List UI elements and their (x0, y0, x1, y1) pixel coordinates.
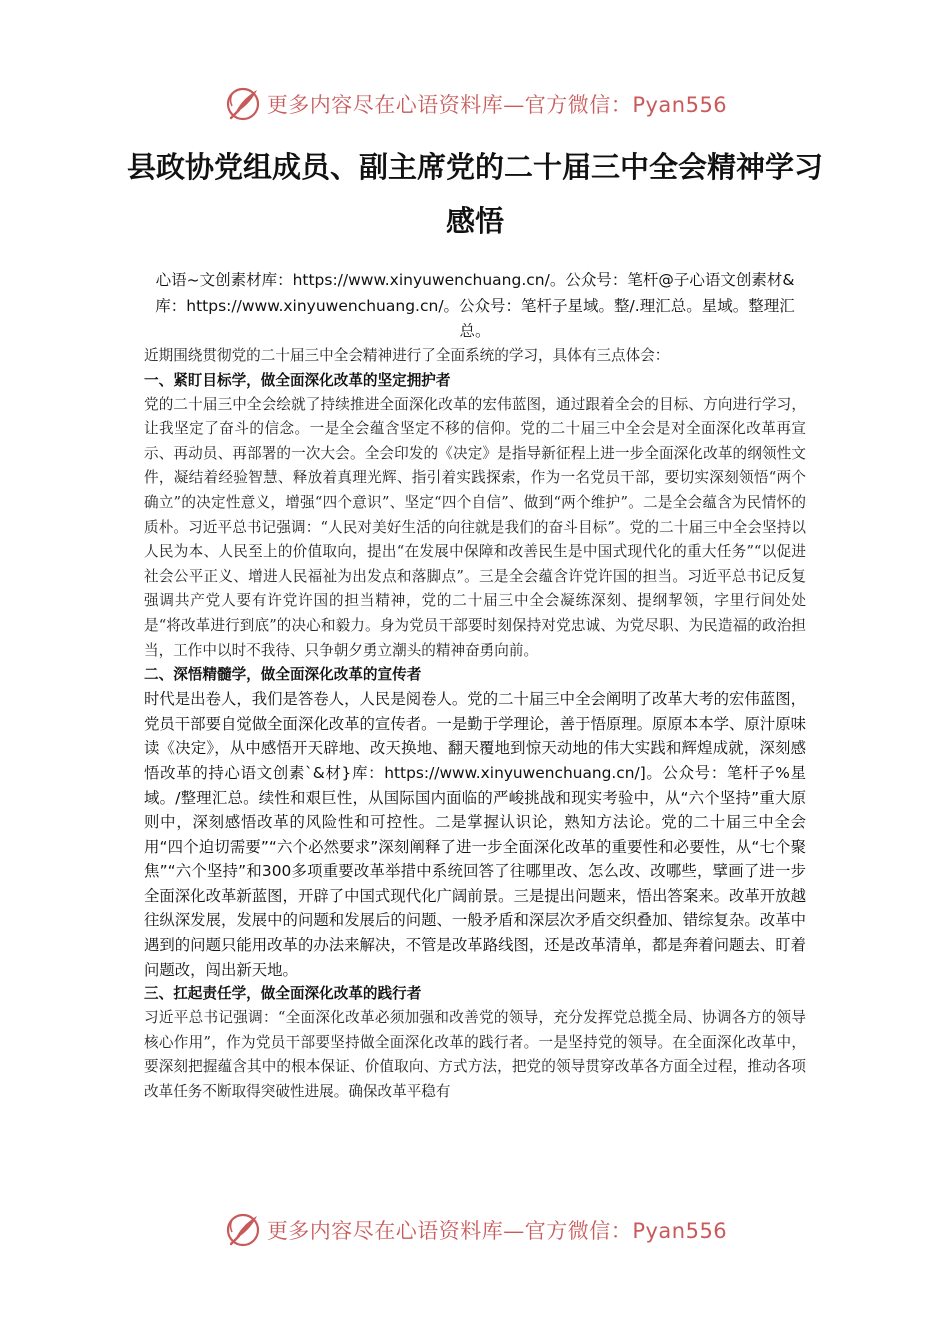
banner-label: 更多内容尽在心语资料库—官方微信： (266, 1219, 633, 1243)
intro-paragraph: 近期围绕贯彻党的二十届三中全会精神进行了全面系统的学习，具体有三点体会： (144, 347, 670, 364)
wechat-id: Pyan556 (632, 1219, 728, 1243)
section-heading-1: 一、紧盯目标学，做全面深化改革的坚定拥护者 (144, 371, 451, 389)
header-banner[interactable] (0, 80, 950, 128)
banner-text (267, 89, 727, 119)
document-body (144, 344, 806, 1105)
wechat-id: Pyan556 (632, 93, 728, 117)
banner-text (267, 1215, 727, 1245)
banner-label: 更多内容尽在心语资料库—官方微信： (266, 93, 633, 117)
section-paragraph-1: 党的二十届三中全会绘就了持续推进全面深化改革的宏伟蓝图，通过跟着全会的目标、方向进行学习，让我坚定了奋斗的信念。一是全会蕴含坚定不移的信仰。党的二十届三中全会是对全面深化改革再宣示、再动员、再部署的一次大会。全会印发的《决定》是指导新征程上进一步全面深化改革的纲领性文件，凝结着经验智慧、释放着真理光辉、指引着实践探索，作为一名党员干部，要切实深刻领悟“两个确立”的决定性意义，增强“四个意识”、坚定“四个自信”、做到“两个维护”。二是全会蕴含为民情怀的质朴。习近平总书记强调：“人民对美好生活的向往就是我们的奋斗目标”。党的二十届三中全会坚持以人民为本、人民至上的价值取向，提出“在发展中保障和改善民生是中国式现代化的重大任务”“以促进社会公平正义、增进人民福祉为出发点和落脚点”。三是全会蕴含许党许国的担当。习近平总书记反复强调共产党人要有许党许国的担当精神，党的二十届三中全会凝练深刻、提纲挈领，字里行间处处是“将改革进行到底”的决心和毅力。身为党员干部要时刻保持对党忠诚、为党尽职、为民造福的政治担当，工作中以时不我待、只争朝夕勇立潮头的精神奋勇向前。 (144, 395, 806, 659)
quill-logo-icon (223, 1210, 263, 1250)
section-heading-3: 三、扛起责任学，做全面深化改革的践行者 (144, 985, 422, 1003)
footer-banner[interactable] (0, 1206, 950, 1254)
section-paragraph-2: 时代是出卷人，我们是答卷人，人民是阅卷人。党的二十届三中全会阐明了改革大考的宏伟蓝图，党员干部要自觉做全面深化改革的宣传者。一是勤于学理论，善于悟原理。原原本本学、原汁原味读《决定》，从中感悟开天辟地、改天换地、翻天覆地到惊天动地的伟大实践和辉煌成就，深刻感悟改革的持心语文创素`&材}库：https://www.xinyuwenchuang.cn/]。公众号：笔杆子%星域。/整理汇总。续性和艰巨性，从国际国内面临的严峻挑战和现实考验中，从“六个坚持”重大原则中，深刻感悟改革的风险性和可控性。二是掌握认识论，熟知方法论。党的二十届三中全会用“四个迫切需要”“六个必然要求”深刻阐释了进一步全面深化改革的重要性和必要性，从“七个聚焦”“六个坚持”和300多项重要改革举措中系统回答了往哪里改、怎么改、改哪些，擘画了进一步全面深化改革新蓝图，开辟了中国式现代化广阔前景。三是提出问题来，悟出答案来。改革开放越往纵深发展，发展中的问题和发展后的问题、一般矛盾和深层次矛盾交织叠加、错综复杂。改革中遇到的问题只能用改革的办法来解决，不管是改革路线图，还是改革清单，都是奔着问题去、盯着问题改，闯出新天地。 (144, 690, 806, 979)
quill-logo-icon (223, 84, 263, 124)
document-title: 县政协党组成员、副主席党的二十届三中全会精神学习感悟 (126, 150, 823, 238)
source-note: 心语~文创素材库：https://www.xinyuwenchuang.cn/。公众号：笔杆@子心语文创素材&库：https://www.xinyuwenchuang.cn/。公众号：笔杆子星域。整/.理汇总。星域。整理汇总。 (155, 271, 795, 340)
section-heading-2: 二、深悟精髓学，做全面深化改革的宣传者 (144, 666, 422, 684)
section-paragraph-3: 习近平总书记强调：“全面深化改革必须加强和改善党的领导，充分发挥党总揽全局、协调各方的领导核心作用”，作为党员干部要坚持做全面深化改革的践行者。一是坚持党的领导。在全面深化改革中，要深刻把握蕴含其中的根本保证、价值取向、方式方法，把党的领导贯穿改革各方面全过程，推动各项改革任务不断取得突破性进展。确保改革平稳有 (144, 1009, 806, 1101)
